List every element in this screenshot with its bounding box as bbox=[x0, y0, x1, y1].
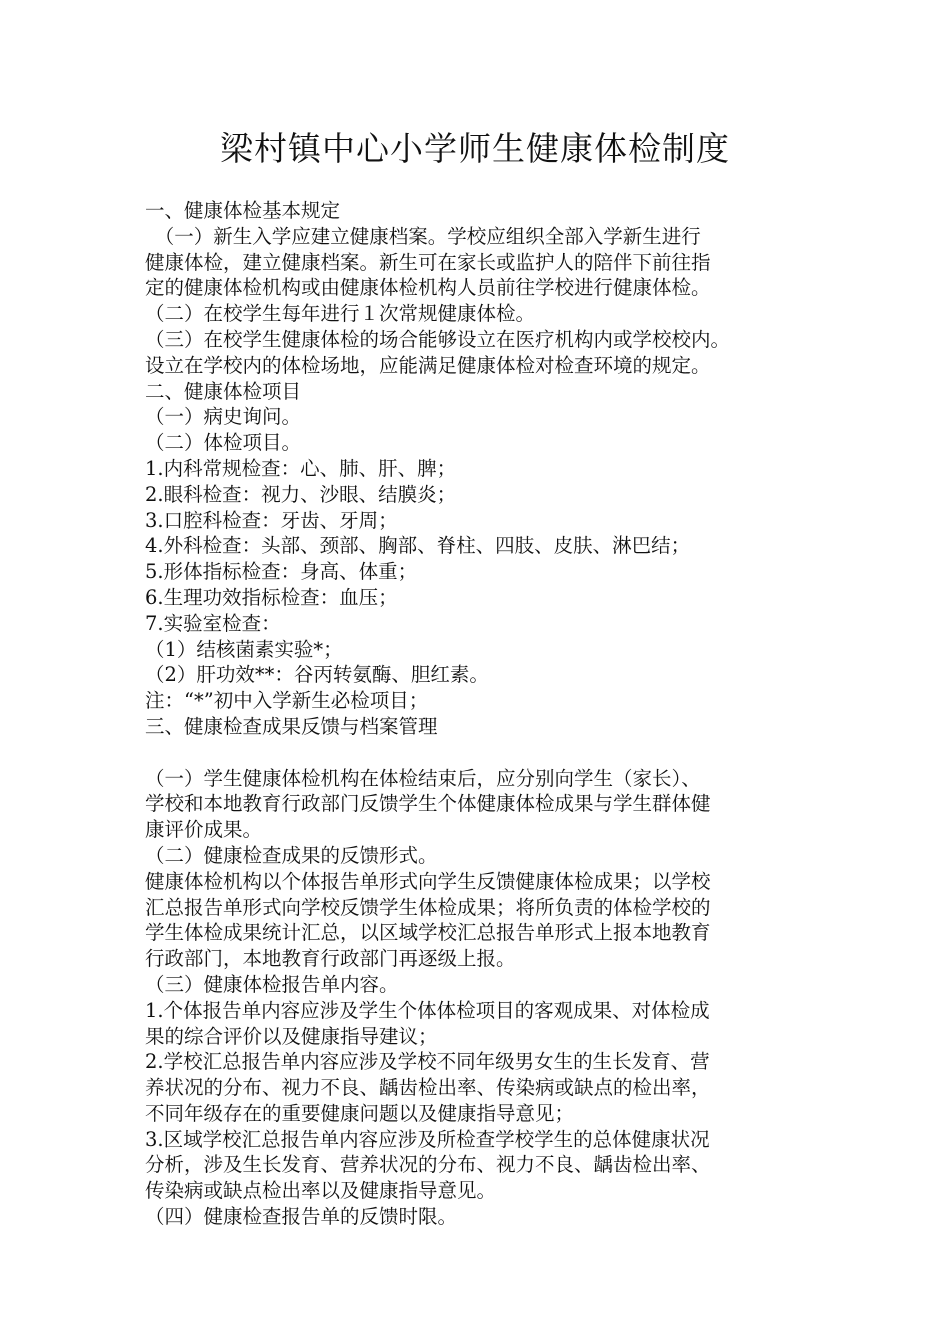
paragraph-line: （二）体检项目。 bbox=[145, 431, 302, 455]
paragraph-line: 健康体检，建立健康档案。新生可在家长或监护人的陪伴下前往指 bbox=[145, 250, 711, 274]
section-heading-3: 三、健康检查成果反馈与档案管理 bbox=[145, 714, 438, 738]
list-item: 2.学校汇总报告单内容应涉及学校不同年级男女生的生长发育、营 bbox=[145, 1050, 710, 1074]
list-item: 养状况的分布、视力不良、龋齿检出率、传染病或缺点的检出率， bbox=[145, 1076, 711, 1100]
section-heading-1: 一、健康体检基本规定 bbox=[145, 199, 341, 222]
paragraph-line: 设立在学校内的体检场地，应能满足健康体检对检查环境的规定。 bbox=[145, 353, 711, 377]
paragraph-line: （一）病史询问。 bbox=[145, 405, 302, 429]
list-item: 果的综合评价以及健康指导建议； bbox=[145, 1024, 438, 1048]
note-line: 注：“*”初中入学新生必检项目； bbox=[145, 689, 429, 713]
paragraph-line: （二）在校学生每年进行１次常规健康体检。 bbox=[145, 302, 536, 326]
section-heading-2: 二、健康体检项目 bbox=[145, 379, 302, 403]
paragraph-line: 汇总报告单形式向学校反馈学生体检成果；将所负责的体检学校的 bbox=[145, 895, 711, 919]
paragraph-line: 学校和本地教育行政部门反馈学生个体健康体检成果与学生群体健 bbox=[145, 792, 711, 816]
list-item: 分析，涉及生长发育、营养状况的分布、视力不良、龋齿检出率、 bbox=[145, 1153, 711, 1177]
paragraph-line: 康评价成果。 bbox=[145, 818, 263, 842]
paragraph-line: （三）在校学生健康体检的场合能够设立在医疗机构内或学校校内。 bbox=[145, 327, 731, 351]
paragraph-line: 行政部门，本地教育行政部门再逐级上报。 bbox=[145, 947, 516, 971]
list-item: 1.个体报告单内容应涉及学生个体体检项目的客观成果、对体检成 bbox=[145, 998, 710, 1022]
list-item: 1.内科常规检查：心、肺、肝、脾； bbox=[145, 456, 457, 480]
paragraph-line: 健康体检机构以个体报告单形式向学生反馈健康体检成果；以学校 bbox=[145, 869, 711, 893]
list-item: 7.实验室检查： bbox=[145, 611, 281, 635]
list-item: 2.眼科检查：视力、沙眼、结膜炎； bbox=[145, 482, 457, 506]
list-item: 3.区域学校汇总报告单内容应涉及所检查学校学生的总体健康状况 bbox=[145, 1127, 710, 1151]
paragraph-line: 学生体检成果统计汇总，以区域学校汇总报告单形式上报本地教育 bbox=[145, 921, 711, 945]
list-item: 6.生理功效指标检查：血压； bbox=[145, 585, 398, 609]
paragraph-line: （三）健康体检报告单内容。 bbox=[145, 972, 399, 996]
paragraph-line: （二）健康检查成果的反馈形式。 bbox=[145, 843, 438, 867]
paragraph-line: 定的健康体检机构或由健康体检机构人员前往学校进行健康体检。 bbox=[145, 276, 711, 300]
paragraph-line: （一）学生健康体检机构在体检结束后，应分别向学生（家长）、 bbox=[145, 766, 701, 790]
list-item: 3.口腔科检查：牙齿、牙周； bbox=[145, 508, 398, 532]
document-body bbox=[145, 198, 815, 1230]
list-item: 传染病或缺点检出率以及健康指导意见。 bbox=[145, 1179, 497, 1203]
blank-line bbox=[145, 740, 815, 766]
paragraph-line: （一）新生入学应建立健康档案。学校应组织全部入学新生进行 bbox=[145, 224, 701, 248]
paragraph-line: （四）健康检查报告单的反馈时限。 bbox=[145, 1205, 458, 1229]
document-title: 梁村镇中心小学师生健康体检制度 bbox=[220, 129, 730, 168]
list-item: 5.形体指标检查：身高、体重； bbox=[145, 560, 418, 584]
list-item: （2）肝功效**：谷丙转氨酶、胆红素。 bbox=[145, 663, 489, 687]
list-item: 不同年级存在的重要健康问题以及健康指导意见； bbox=[145, 1101, 575, 1125]
list-item: （1）结核菌素实验*； bbox=[145, 637, 343, 661]
list-item: 4.外科检查：头部、颈部、胸部、脊柱、四肢、皮肤、淋巴结； bbox=[145, 534, 691, 558]
